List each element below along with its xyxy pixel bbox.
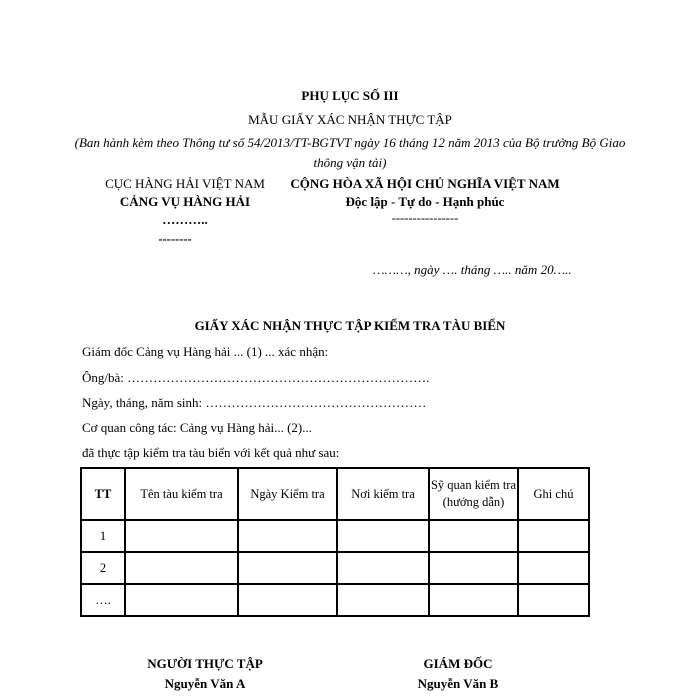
col-header-inspection-date: Ngày Kiểm tra	[238, 468, 337, 520]
body-line-workplace: Cơ quan công tác: Cảng vụ Hàng hải... (2)...	[82, 420, 312, 435]
signature-director-role: GIÁM ĐỐC	[423, 656, 493, 671]
appendix-title: PHỤ LỤC SỐ III	[301, 88, 399, 103]
table-cell	[429, 552, 518, 584]
org-subname: CẢNG VỤ HÀNG HẢI	[119, 194, 251, 209]
table-cell	[238, 520, 337, 552]
table-cell	[125, 520, 238, 552]
table-cell	[518, 552, 589, 584]
body-line-birthdate: Ngày, tháng, năm sinh: ……………………………………………	[82, 395, 427, 410]
table-cell	[125, 552, 238, 584]
date-line: ………, ngày …. tháng ….. năm 20…..	[373, 262, 572, 277]
table-cell	[337, 520, 429, 552]
table-cell-tt: 2	[81, 552, 125, 584]
table-row	[81, 520, 589, 552]
org-placeholder-dots: ………..	[162, 212, 208, 227]
table-cell	[238, 552, 337, 584]
nation-divider: ----------------	[391, 211, 459, 225]
signature-trainee-name: Nguyễn Văn A	[164, 676, 246, 691]
issuance-note: (Ban hành kèm theo Thông tư số 54/2013/TT-BGTVT ngày 16 tháng 12 năm 2013 của Bộ trưởng Bộ Giao thông vận tải)	[74, 135, 626, 170]
nation-motto: Độc lập - Tự do - Hạnh phúc	[345, 194, 505, 209]
table-cell-tt: ….	[81, 584, 125, 616]
table-header-row	[81, 468, 589, 520]
results-table	[80, 467, 590, 617]
nation-name: CỘNG HÒA XÃ HỘI CHỦ NGHĨA VIỆT NAM	[290, 176, 560, 191]
col-header-officer: Sỹ quan kiểm tra (hướng dẫn)	[429, 468, 518, 520]
table-cell	[238, 584, 337, 616]
table-row	[81, 584, 589, 616]
document-title: GIẤY XÁC NHẬN THỰC TẬP KIỂM TRA TÀU BIỂN	[194, 318, 506, 333]
body-line-person: Ông/bà: …………………………………………………………….	[82, 370, 430, 385]
table-cell	[337, 552, 429, 584]
org-name: CỤC HÀNG HẢI VIỆT NAM	[105, 176, 265, 191]
table-cell	[518, 520, 589, 552]
col-header-ship-name: Tên tàu kiểm tra	[125, 468, 238, 520]
table-cell-tt: 1	[81, 520, 125, 552]
col-header-notes: Ghi chú	[518, 468, 589, 520]
table-row	[81, 552, 589, 584]
body-line-confirm: Giám đốc Cảng vụ Hàng hải ... (1) ... xác nhận:	[82, 344, 329, 359]
signature-director-name: Nguyễn Văn B	[417, 676, 499, 691]
form-title: MẪU GIẤY XÁC NHẬN THỰC TẬP	[248, 112, 452, 127]
table-cell	[337, 584, 429, 616]
table-cell	[518, 584, 589, 616]
body-line-intro: đã thực tập kiểm tra tàu biển với kết quả như sau:	[82, 445, 340, 460]
col-header-tt: TT	[81, 468, 125, 520]
col-header-inspection-place: Nơi kiểm tra	[337, 468, 429, 520]
org-divider: --------	[158, 232, 192, 246]
signature-trainee-role: NGƯỜI THỰC TẬP	[147, 656, 263, 671]
table-cell	[429, 520, 518, 552]
table-cell	[125, 584, 238, 616]
table-cell	[429, 584, 518, 616]
